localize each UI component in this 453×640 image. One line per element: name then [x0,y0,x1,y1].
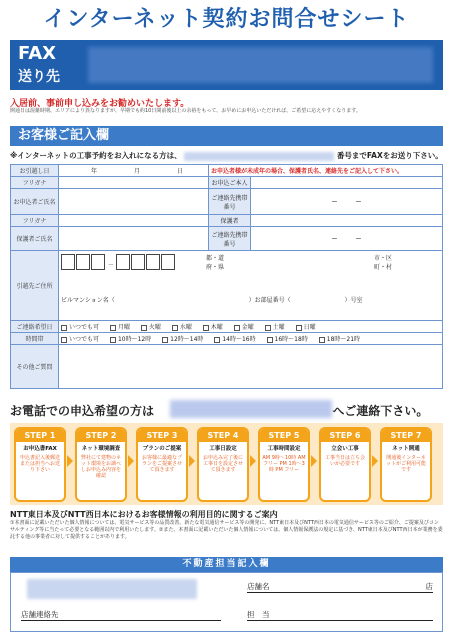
guardian-contact-label: ご連絡先携帯番号 [209,227,251,251]
checkbox[interactable] [214,337,220,343]
step-title: 工事日設定 [209,446,237,452]
checkbox[interactable] [61,325,67,331]
step-number: STEP 7 [382,429,430,442]
arrow-right-icon [372,455,378,467]
checkbox[interactable] [162,337,168,343]
step-card [14,427,66,502]
applicant-name-field[interactable] [59,189,209,215]
day-option: 水曜 [179,324,192,331]
zip-box[interactable] [91,254,105,270]
guardian-label: 保護者 [209,215,251,227]
checkbox[interactable] [141,325,147,331]
shop-contact-field[interactable] [21,609,221,621]
request-line-suffix: 番号までFAXをお送り下さい。 [336,151,443,160]
checkbox[interactable] [172,325,178,331]
checkbox[interactable] [267,337,273,343]
step-text: 申込書記入後郵送または担当へお送り下さい [19,455,60,473]
other-questions-label: その他ご質問 [11,345,59,389]
zip-box[interactable] [76,254,90,270]
zip-box[interactable] [116,254,130,270]
checkbox[interactable] [265,325,271,331]
time-option: 16時〜18時 [274,336,308,343]
step-title: 立会い工事 [331,446,359,452]
fax-label: FAX [18,43,57,64]
arrow-right-icon [67,455,73,467]
shop-contact-label: 店舗連絡先 [21,610,59,619]
step-number: STEP 6 [321,429,369,442]
agency-stamp-redacted [27,579,197,599]
minor-note: お申込者様が未成年の場合、保護者氏名、連絡先をご記入して下さい。 [209,165,443,177]
pref-label-1: 都・道 [206,255,225,262]
furigana-field[interactable] [59,177,209,189]
request-line [10,150,443,161]
other-questions-field[interactable] [59,345,443,389]
arrow-right-icon [250,455,256,467]
arrow-right-icon [311,455,317,467]
day-option: 木曜 [210,324,223,331]
applicant-phone-field[interactable]: － － [251,189,443,215]
contact-days [59,321,443,333]
customer-section-header: お客様ご記入欄 [10,126,443,146]
address-label: 引越先ご住所 [11,251,59,321]
checkbox[interactable] [61,337,67,343]
ntt-privacy-text: ①本書面に記載いただいた個人情報については、電気サービス等の品質改善、新たな電気通信サービス等の開発に、NTT東日本及びNTT西日本の電気通信サービス等のご紹介、ご提案及びコンサルティング等に当たって必要となる範囲以内で利用いたします。②また、本書面に記載いただいた個人情報については、個人情報保護法の規定に基づき、NTT東日本及びNTT西日本が業務を委託する他の事業者に対して提供することがあります。 [10,520,443,540]
step-text: 開通後インターネットがご利用可能です [385,455,426,473]
step-title: ネット開通 [392,446,420,452]
checkbox[interactable] [234,325,240,331]
time-option: 10時〜12時 [117,336,152,343]
time-option: 14時〜16時 [222,336,256,343]
step-card [136,427,188,502]
call-suffix: へご連絡下さい。 [332,404,429,418]
checkbox[interactable] [319,337,325,343]
day-label: 日 [176,168,183,175]
zip-box[interactable] [131,254,145,270]
zip-box[interactable] [146,254,160,270]
day-option: 金曜 [241,324,254,331]
request-redacted [184,152,334,161]
customer-form [10,164,443,389]
step-text: 弊社にて建物のネット環境をお調べしお申込み内容を確認 [80,455,121,479]
guardian-name-label: 保護者ご氏名 [11,227,59,251]
contact-hours-label: 時間帯 [11,333,59,345]
guardian-name-field[interactable] [59,227,209,251]
checkbox[interactable] [110,337,116,343]
step-number: STEP 2 [77,429,125,442]
year-label: 年 [91,168,98,175]
staff-field[interactable] [247,609,433,621]
call-text: お電話での申込希望の方は [10,404,155,418]
furigana-label: フリガナ [11,177,59,189]
shop-suffix: 店 [425,582,433,591]
city-label-2: 町・村 [374,264,393,271]
step-title: プランのご提案 [142,446,182,452]
zip-box[interactable] [161,254,175,270]
step-title: 工事時間設定 [267,446,301,452]
realestate-box [10,572,443,632]
room-label: ）お部屋番号（ [248,297,291,304]
fax-destination-label: 送り先 [18,69,60,85]
page-title: インターネット契約お問合せシート [43,7,410,32]
step-text: お申込み完了後に工事日を設定させて頂きます [202,455,243,473]
checkbox[interactable] [203,325,209,331]
time-option: いつでも可 [69,336,100,343]
shop-name-label: 店舗名 [247,582,270,591]
address-field[interactable]: － 都・道 府・県 市・区 町・村 ビルマンション名（ ）お部屋番号（ ）号室 [59,251,443,321]
request-line-text: ※インターネットの工事予約をお入れになる方は、 [10,151,182,160]
building-label: ビルマンション名（ [61,297,115,304]
arrow-right-icon [128,455,134,467]
phone-number-redacted [170,400,332,418]
checkbox[interactable] [110,325,116,331]
checkbox[interactable] [296,325,302,331]
step-card [197,427,249,502]
advance-notice: 入居前、事前申し込みをお勧めいたします。 [10,99,190,109]
time-option: 12時〜14時 [170,336,204,343]
month-label: 月 [133,168,140,175]
zip-box[interactable] [61,254,75,270]
step-text: AM 9時〜10時 AM フリー PM 1時〜3時 PM フリー [262,455,306,473]
step-number: STEP 5 [260,429,308,442]
self-label: お申込ご本人 [209,177,251,189]
step-number: STEP 4 [199,429,247,442]
staff-label: 担 当 [247,610,270,619]
step-number: STEP 1 [16,429,64,442]
step-card [319,427,371,502]
step-card [258,427,310,502]
move-date-label: お引越し日 [11,165,59,177]
contact-day-label: ご連絡希望日 [11,321,59,333]
applicant-contact-label: ご連絡先携帯番号 [209,189,251,215]
step-card [75,427,127,502]
fax-number-redacted [88,47,433,83]
step-title: ネット環境調査 [81,446,121,452]
room-suffix: ）号室 [344,297,363,304]
time-option: 18時〜21時 [326,336,361,343]
arrow-right-icon [189,455,195,467]
day-option: いつでも可 [69,324,100,331]
pref-label-2: 府・県 [206,264,225,271]
realestate-section-header: 不動産担当記入欄 [10,557,443,572]
guardian-phone-field[interactable]: － － [251,227,443,251]
step-text: 工事当日は立ち会いが必要です [324,455,365,467]
guardian-furigana-label: フリガナ [11,215,59,227]
ntt-privacy-title: NTT東日本及びNTT西日本におけるお客様情報の利用目的に関するご案内 [10,510,278,519]
step-card [380,427,432,502]
shop-name-field[interactable] [247,581,433,593]
applicant-name-label: お申込者ご氏名 [11,189,59,215]
guardian-furigana-field[interactable] [59,215,209,227]
move-date-field[interactable] [59,165,209,177]
step-text: お客様に最適なプランをご提案させて頂きます [141,455,182,473]
step-number: STEP 3 [138,429,186,442]
city-label-1: 市・区 [374,255,393,262]
schedule-note: 開通日は混雑時期、エリアにより異なりますが、早期でも約10日間前後以上の余裕をもって、お早めにお申込いただければ、ご希望に応えやすくなります。 [10,108,361,114]
day-option: 火曜 [148,324,161,331]
day-option: 月曜 [117,324,130,331]
day-option: 日曜 [303,324,316,331]
step-title: お申込書FAX [23,446,57,452]
contact-hours [59,333,443,345]
day-option: 土曜 [272,324,285,331]
